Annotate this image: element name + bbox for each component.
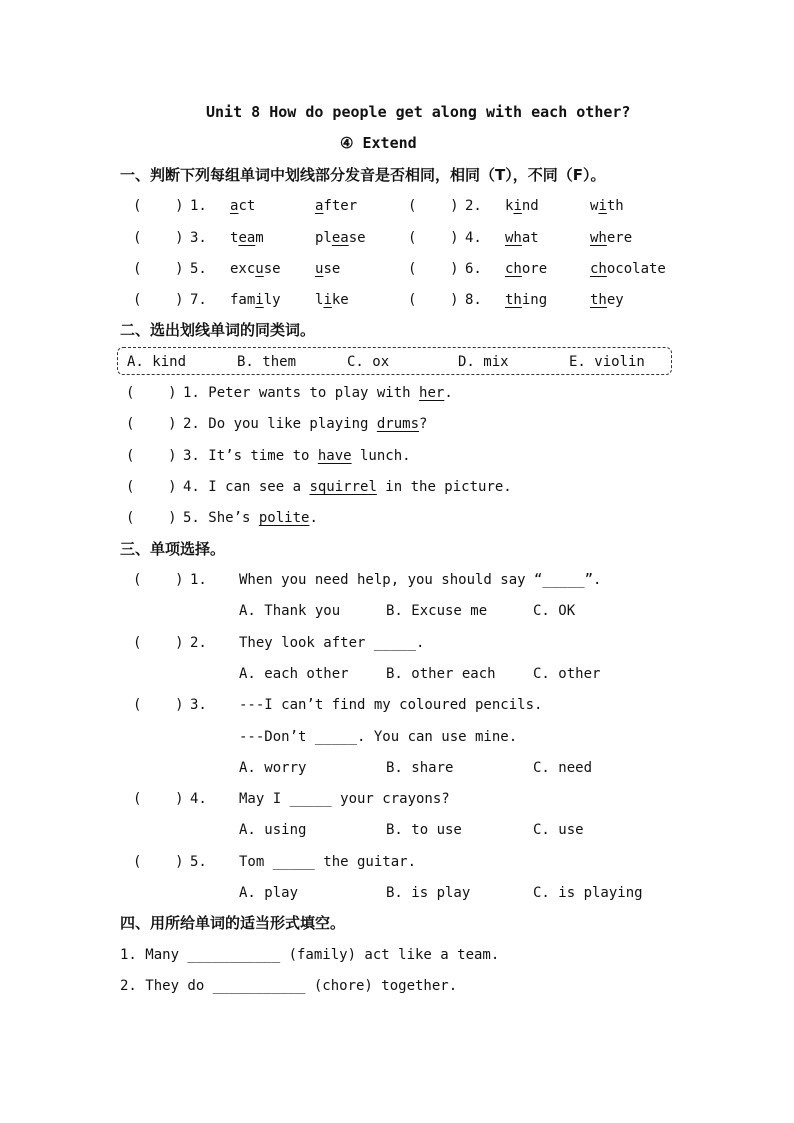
word-part: ing [521,292,548,308]
question-prefix: 1. Peter wants to play with [183,385,420,401]
answer-bracket: ( ) [126,479,177,495]
word-part: fam [230,292,256,308]
word-part: at [521,230,539,246]
underlined-word: have [317,448,352,464]
question-suffix: . [309,510,318,526]
item-number: 8. [465,292,482,308]
answer-bracket: ( ) [133,198,184,214]
word-bank-option: A. kind [127,354,187,370]
choice-option: A. play [239,885,299,901]
answer-bracket: ( ) [126,448,177,464]
answer-bracket: ( ) [133,572,184,588]
word-1 [230,197,255,215]
answer-bracket: ( ) [126,510,177,526]
word-1 [230,260,281,278]
word-2 [315,229,366,247]
section2-heading: 二、选出划线单词的同类词。 [120,321,316,339]
word-part: se [348,230,366,246]
question-number: 3. [190,697,207,714]
question-text [183,415,427,433]
question-line: When you need help, you should say “_____”. [239,572,602,588]
answer-bracket: ( ) [408,198,459,214]
underlined-letters: ch [590,261,607,277]
item-number: 1. [190,198,207,214]
item-number: 7. [190,292,207,308]
word-part: th [606,198,624,214]
underlined-word: drums [376,416,420,432]
word-part: m [255,230,264,246]
word-part: ey [606,292,624,308]
underlined-letters: i [598,198,607,214]
question-text [183,447,411,465]
word-1 [505,197,539,215]
word-2 [590,291,624,309]
choice-option: A. each other [239,665,349,682]
fill-in-item-1: 1. Many ___________ (family) act like a team. [120,947,500,963]
word-1 [505,291,547,309]
section4-heading: 四、用所给单词的适当形式填空。 [120,914,346,932]
choice-option: B. is play [386,885,471,901]
question-line: They look after _____. [239,634,425,651]
word-1 [230,229,264,247]
word-2 [590,197,624,215]
choice-option: B. to use [386,822,462,839]
answer-bracket: ( ) [133,791,184,808]
word-part: ere [606,230,633,246]
question-line: ---Don’t _____. You can use mine. [239,728,518,745]
question-text [183,509,318,527]
answer-bracket: ( ) [133,261,184,277]
choice-option: C. other [533,665,601,682]
underlined-letters: wh [590,230,607,246]
underlined-word: her [419,385,445,401]
question-prefix: 3. It’s time to [183,448,318,464]
word-part: exc [230,261,256,277]
item-number: 2. [465,198,482,214]
underlined-letters: u [315,261,324,277]
word-part: ke [331,292,349,308]
answer-bracket: ( ) [133,634,184,651]
word-part: pl [315,230,332,246]
item-number: 6. [465,261,482,277]
answer-bracket: ( ) [133,697,184,714]
word-part: ore [521,261,548,277]
underlined-letters: a [315,198,324,214]
word-1 [230,291,281,309]
question-text [183,384,453,402]
choice-option: C. use [533,822,584,839]
word-part: k [505,198,514,214]
answer-bracket: ( ) [408,292,459,308]
section3-heading: 三、单项选择。 [120,540,226,558]
answer-bracket: ( ) [126,385,177,401]
word-part: se [323,261,341,277]
question-suffix: . [444,385,453,401]
question-prefix: 4. I can see a [183,479,310,495]
word-part: w [590,198,599,214]
word-part: ct [238,198,256,214]
choice-option: A. Thank you [239,603,341,620]
word-part: l [315,292,324,308]
word-part: ocolate [606,261,666,277]
underlined-letters: ea [331,230,349,246]
word-part: ly [263,292,281,308]
underlined-letters: a [230,198,239,214]
answer-bracket: ( ) [133,230,184,246]
question-number: 2. [190,634,207,651]
choice-option: A. worry [239,759,307,776]
word-2 [315,260,340,278]
question-line: ---I can’t find my coloured pencils. [239,697,543,714]
answer-bracket: ( ) [408,230,459,246]
question-prefix: 5. She’s [183,510,259,526]
word-part: se [263,261,281,277]
underlined-letters: ch [505,261,522,277]
choice-option: C. is playing [533,885,643,901]
page-subtitle: ④ Extend [340,134,417,152]
question-suffix: in the picture. [376,479,512,495]
choice-option: B. Excuse me [386,603,488,620]
word-2 [315,291,349,309]
underlined-letters: i [323,292,332,308]
word-part: fter [323,198,358,214]
word-part: t [230,230,239,246]
word-2 [590,229,632,247]
question-suffix: ? [419,416,428,432]
word-2 [315,197,357,215]
underlined-letters: wh [505,230,522,246]
choice-option: A. using [239,822,307,839]
word-part: nd [521,198,539,214]
underlined-letters: i [513,198,522,214]
answer-bracket: ( ) [126,416,177,432]
fill-in-item-2: 2. They do ___________ (chore) together. [120,978,458,994]
choice-option: C. need [533,759,593,776]
item-number: 4. [465,230,482,246]
underlined-word: squirrel [309,479,377,495]
word-bank-option: B. them [237,354,297,370]
question-suffix: lunch. [351,448,411,464]
question-number: 5. [190,853,207,870]
choice-option: B. other each [386,665,496,682]
word-2 [590,260,666,278]
choice-option: B. share [386,759,454,776]
section1-heading: 一、判断下列每组单词中划线部分发音是否相同，相同（T），不同（F）。 [120,166,606,184]
underlined-letters: ea [238,230,256,246]
underlined-letters: th [590,292,607,308]
underlined-letters: u [255,261,264,277]
word-1 [505,260,547,278]
page-title: Unit 8 How do people get along with each other? [206,103,631,121]
underlined-word: polite [258,510,310,526]
underlined-letters: th [505,292,522,308]
answer-bracket: ( ) [133,853,184,870]
question-number: 4. [190,791,207,808]
question-text [183,478,512,496]
item-number: 5. [190,261,207,277]
answer-bracket: ( ) [133,292,184,308]
word-bank-option: D. mix [458,354,509,370]
question-number: 1. [190,572,207,588]
word-bank-option: E. violin [569,354,645,370]
underlined-letters: i [255,292,264,308]
question-line: May I _____ your crayons? [239,791,450,808]
item-number: 3. [190,230,207,246]
word-bank-option: C. ox [347,354,390,370]
question-line: Tom _____ the guitar. [239,853,417,870]
question-prefix: 2. Do you like playing [183,416,377,432]
word-1 [505,229,539,247]
choice-option: C. OK [533,603,576,620]
answer-bracket: ( ) [408,261,459,277]
